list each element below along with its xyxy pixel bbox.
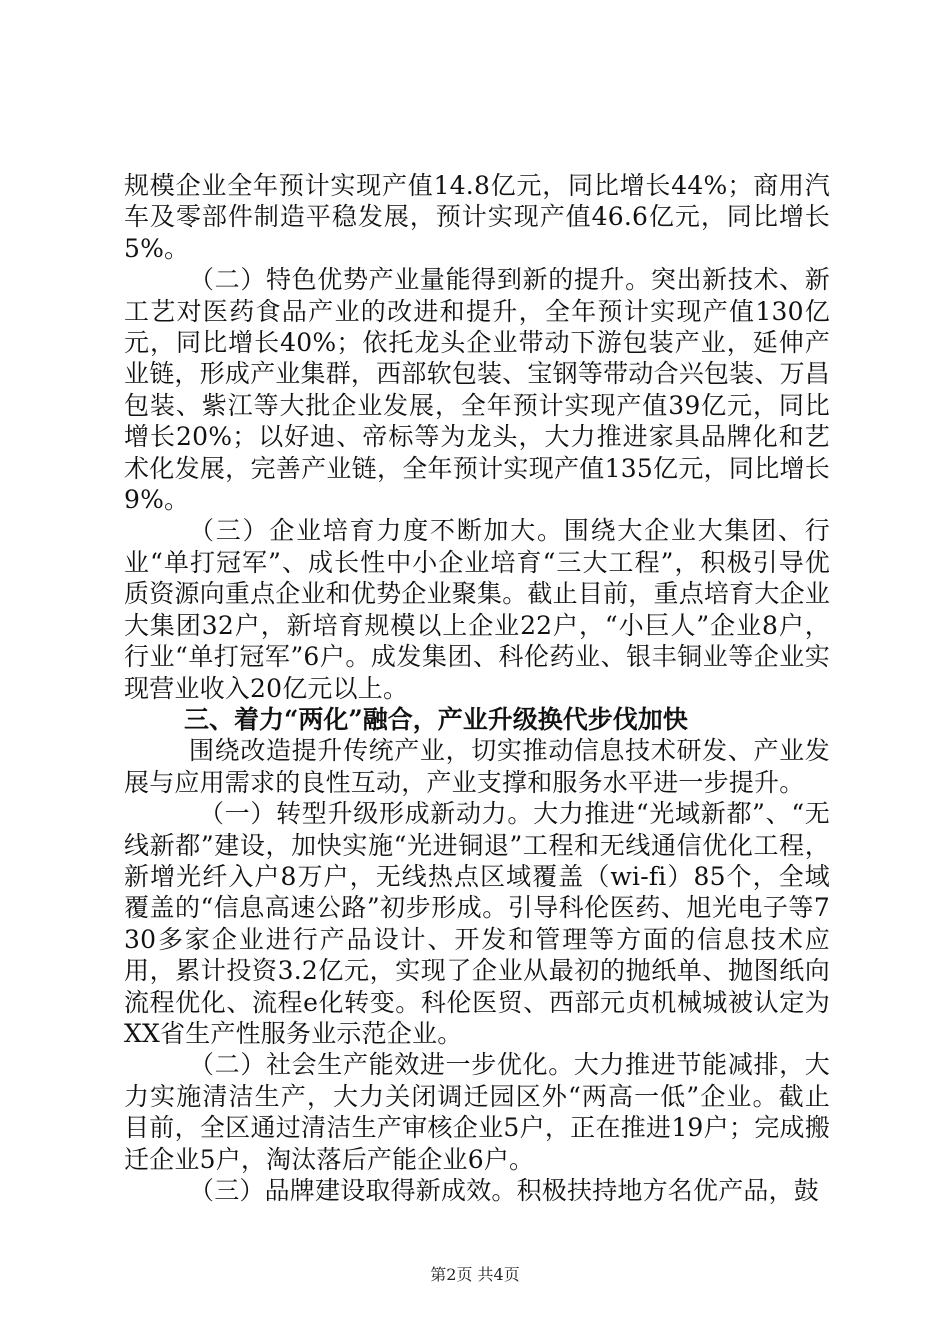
paragraph-brand-building: （三）品牌建设取得新成效。积极扶持地方名优产品，鼓 — [189, 1176, 820, 1205]
page-number: 第2页 共4页 — [430, 1265, 520, 1284]
paragraph-energy-efficiency: （二）社会生产能效进一步优化。大力推进节能减排，大力实施清洁生产，大力关闭调迁园区外“两高一低”企业。截止目前，全区通过清洁生产审核企业5户，正在推进19户；完成搬迁企业5户，淘汰落后产能企业6户。 — [124, 1050, 830, 1174]
paragraph-section-intro: 围绕改造提升传统产业，切实推动信息技术研发、产业发展与应用需求的良性互动，产业支撑和服务水平进一步提升。 — [124, 736, 830, 797]
paragraph-featured-industries: （二）特色优势产业量能得到新的提升。突出新技术、新工艺对医药食品产业的改进和提升，全年预计实现产值130亿元，同比增长40%；依托龙头企业带动下游包装产业，延伸产业链，形成产业集群，西部软包装、宝钢等带动合兴包装、万昌包装、紫江等大批企业发展，全年预计实现产值39亿元，同比增长20%；以好迪、帝标等为龙头，大力推进家具品牌化和艺术化发展，完善产业链，全年预计实现产值135亿元，同比增长9%。 — [124, 265, 830, 515]
paragraph-continuation: 规模企业全年预计实现产值14.8亿元，同比增长44%；商用汽车及零部件制造平稳发展，预计实现产值46.6亿元，同比增长5%。 — [124, 171, 830, 263]
section-heading: 三、着力“两化”融合，产业升级换代步伐加快 — [184, 704, 688, 734]
paragraph-transformation: （一）转型升级形成新动力。大力推进“光域新都”、“无线新都”建设，加快实施“光进铜退”工程和无线通信优化工程，新增光纤入户8万户，无线热点区域覆盖（wi-fi）85个，全域覆盖的“信息高速公路”初步形成。引导科伦医药、旭光电子等730多家企业进行产品设计、开发和管理等方面的信息技术应用，累计投资3.2亿元，实现了企业从最初的抛纸单、抛图纸向流程优化、流程e化转变。科伦医贸、西部元贞机械城被认定为XX省生产性服务业示范企业。 — [124, 799, 830, 1048]
document-body — [124, 170, 830, 1206]
paragraph-enterprise-cultivation: （三）企业培育力度不断加大。围绕大企业大集团、行业“单打冠军”、成长性中小企业培育“三大工程”，积极引导优质资源向重点企业和优势企业聚集。截止目前，重点培育大企业大集团32户，新培育规模以上企业22户，“小巨人”企业8户，行业“单打冠军”6户。成发集团、科伦药业、银丰铜业等企业实现营业收入20亿元以上。 — [124, 516, 830, 703]
